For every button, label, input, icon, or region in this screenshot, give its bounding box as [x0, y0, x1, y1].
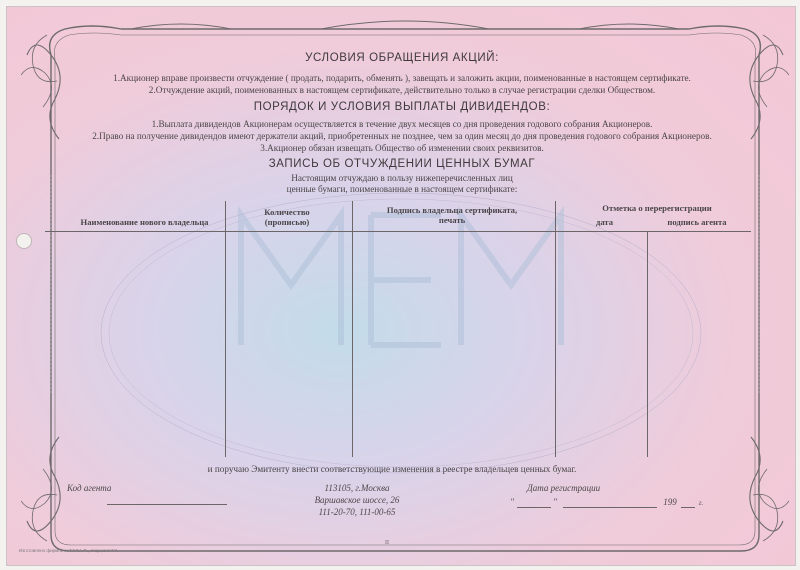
punch-hole: [16, 233, 32, 249]
table-header-rule: [45, 231, 751, 232]
certificate-back-sheet: [6, 6, 796, 566]
date-quote-open: ": [510, 497, 514, 507]
date-month-line: [563, 507, 657, 508]
address-line-2: Варшавское шоссе, 26: [314, 495, 400, 505]
alienation-title: ЗАПИСЬ ОБ ОТЧУЖДЕНИИ ЦЕННЫХ БУМАГ: [268, 158, 536, 170]
dividends-title: ПОРЯДОК И УСЛОВИЯ ВЫПЛАТЫ ДИВИДЕНДОВ:: [253, 101, 551, 113]
conditions-line-1: 1.Акционер вправе произвести отчуждение ( продать, подарить, обменять ), завещать и заложить акции, поименованные в настоящем сертификате.: [113, 73, 691, 83]
table-col-divider-4: [647, 231, 648, 457]
registration-date-label: Дата регистрации: [527, 483, 601, 493]
table-col-divider-3: [555, 201, 556, 457]
dividends-line-3: 3.Акционер обязан извещать Общество об изменении своих реквизитов.: [260, 143, 544, 153]
agent-code-label: Код агента: [67, 483, 112, 493]
ornamental-border: [21, 15, 789, 561]
col-header-reregistration: Отметка о перерегистрации: [602, 203, 712, 213]
alienation-line-2: ценные бумаги, поименованные в настоящем сертификате:: [286, 184, 518, 194]
alienation-line-1: Настоящим отчуждаю в пользу нижеперечисленных лиц: [291, 173, 513, 183]
table-col-divider-2: [352, 201, 353, 457]
agent-code-line: [107, 504, 227, 505]
date-day-line: [517, 507, 551, 508]
date-year-prefix: 199: [663, 497, 677, 507]
col-header-signature: Подпись владельца сертификата, печать: [386, 205, 518, 225]
printer-imprint: Изготовлено фирмой Н.Т.Г.Р.А.Ф., лицензия N4.: [19, 548, 119, 553]
date-quote-close: ": [553, 497, 557, 507]
table-col-divider-1: [225, 201, 226, 457]
col-header-qty: Количество (прописью): [264, 207, 310, 227]
phone-numbers: 111-20-70, 111-00-65: [318, 507, 396, 517]
conditions-title: УСЛОВИЯ ОБРАЩЕНИЯ АКЦИЙ:: [305, 52, 499, 64]
date-year-suffix: г.: [698, 499, 704, 507]
conditions-line-2: 2.Отчуждение акций, поименованных в настоящем сертификате, действительно только в случае регистрации сделки Обществом.: [148, 85, 656, 95]
date-year-line: [681, 507, 695, 508]
instruction-text: и поручаю Эмитенту внести соответствующие изменения в реестре владельцев ценных бумаг.: [207, 464, 577, 474]
col-header-owner: Наименование нового владельца: [80, 217, 209, 227]
dividends-line-2: 2.Право на получение дивидендов имеют держатели акций, приобретенных не позднее, чем за один месяц до дня проведения годового собрания Акционеров.: [92, 131, 712, 141]
address-line-1: 113105, г.Москва: [324, 483, 390, 493]
dividends-line-1: 1.Выплата дивидендов Акционерам осуществляется в течение двух месяцев со дня проведения годового собрания Акционеров.: [151, 119, 653, 129]
col-header-agent-signature: подпись агента: [667, 217, 727, 227]
col-header-date: дата: [595, 217, 614, 227]
page-mark: II: [385, 540, 389, 546]
